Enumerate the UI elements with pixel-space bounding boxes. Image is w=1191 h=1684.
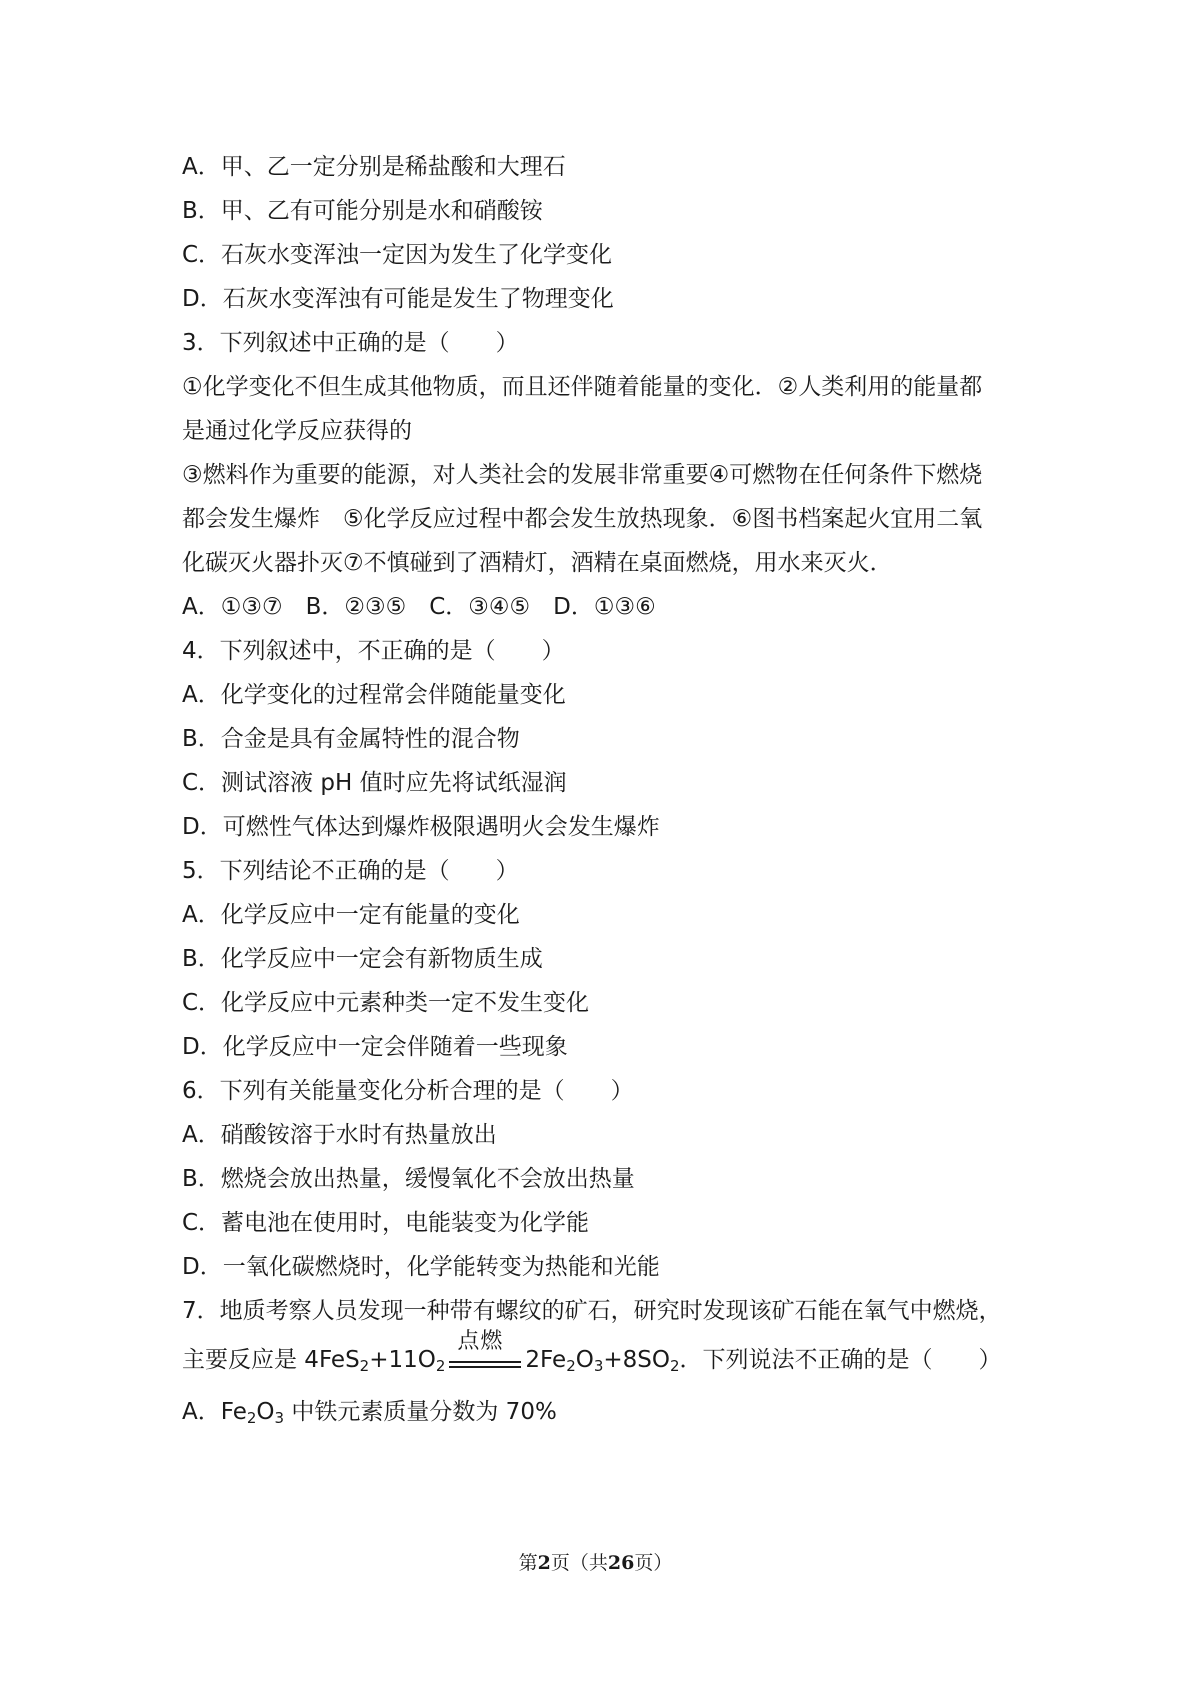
text-line: A．化学变化的过程常会伴随能量变化 — [182, 682, 566, 708]
text-line: A．甲、乙一定分别是稀盐酸和大理石 — [182, 154, 566, 180]
text-line: C．蓄电池在使用时，电能装变为化学能 — [182, 1210, 590, 1236]
text-line: 是通过化学反应获得的 — [182, 418, 412, 444]
text-line: A．硝酸铵溶于水时有热量放出 — [182, 1122, 497, 1148]
text-line: B．甲、乙有可能分别是水和硝酸铵 — [182, 198, 543, 224]
question-6-stem: 6．下列有关能量变化分析合理的是（ ） — [182, 1078, 634, 1104]
text-line: C．化学反应中元素种类一定不发生变化 — [182, 990, 590, 1016]
text-line: ③燃料作为重要的能源，对人类社会的发展非常重要④可燃物在任何条件下燃烧 — [182, 462, 983, 488]
text-line: 都会发生爆炸 ⑤化学反应过程中都会发生放热现象．⑥图书档案起火宜用二氧 — [182, 506, 983, 532]
text-line: A．化学反应中一定有能量的变化 — [182, 902, 520, 928]
text-line: D．石灰水变浑浊有可能是发生了物理变化 — [182, 286, 614, 312]
text-line: B．化学反应中一定会有新物质生成 — [182, 946, 543, 972]
question-3-options: A．①③⑦ B．②③⑤ C．③④⑤ D．①③⑥ — [182, 594, 656, 620]
question-3-stem: 3．下列叙述中正确的是（ ） — [182, 330, 519, 356]
text-line: B．合金是具有金属特性的混合物 — [182, 726, 520, 752]
text-line: C．测试溶液 pH 值时应先将试纸湿润 — [182, 770, 567, 796]
question-7-equation-line: 主要反应是 $4FeS_2+11O_2$ 点燃 $2Fe_2O_3+8SO_2$．下列说法不正确的是（ ） — [182, 1329, 1002, 1375]
question-4-stem: 4．下列叙述中，不正确的是（ ） — [182, 638, 565, 664]
question-7-stem: 7．地质考察人员发现一种带有螺纹的矿石，研究时发现该矿石能在氧气中燃烧， — [182, 1298, 1002, 1324]
reaction-arrow — [445, 1329, 525, 1375]
text-line: C．石灰水变浑浊一定因为发生了化学变化 — [182, 242, 613, 268]
page-footer: 第2页（共26页） — [518, 1552, 673, 1574]
text-line: D．可燃性气体达到爆炸极限遇明火会发生爆炸 — [182, 814, 660, 840]
text-line: B．燃烧会放出热量，缓慢氧化不会放出热量 — [182, 1166, 635, 1192]
text-line: D．化学反应中一定会伴随着一些现象 — [182, 1034, 568, 1060]
text-line: 化碳灭火器扑灭⑦不慎碰到了酒精灯，酒精在桌面燃烧，用水来灭火． — [182, 550, 893, 576]
text-line: ①化学变化不但生成其他物质，而且还伴随着能量的变化．②人类利用的能量都 — [182, 374, 983, 400]
text-line: D．一氧化碳燃烧时，化学能转变为热能和光能 — [182, 1254, 660, 1280]
question-7-option-a: A．$Fe_2O_3$ 中铁元素质量分数为 70% — [182, 1399, 557, 1427]
question-5-stem: 5．下列结论不正确的是（ ） — [182, 858, 519, 884]
reaction-condition: 点燃 — [457, 1329, 504, 1354]
